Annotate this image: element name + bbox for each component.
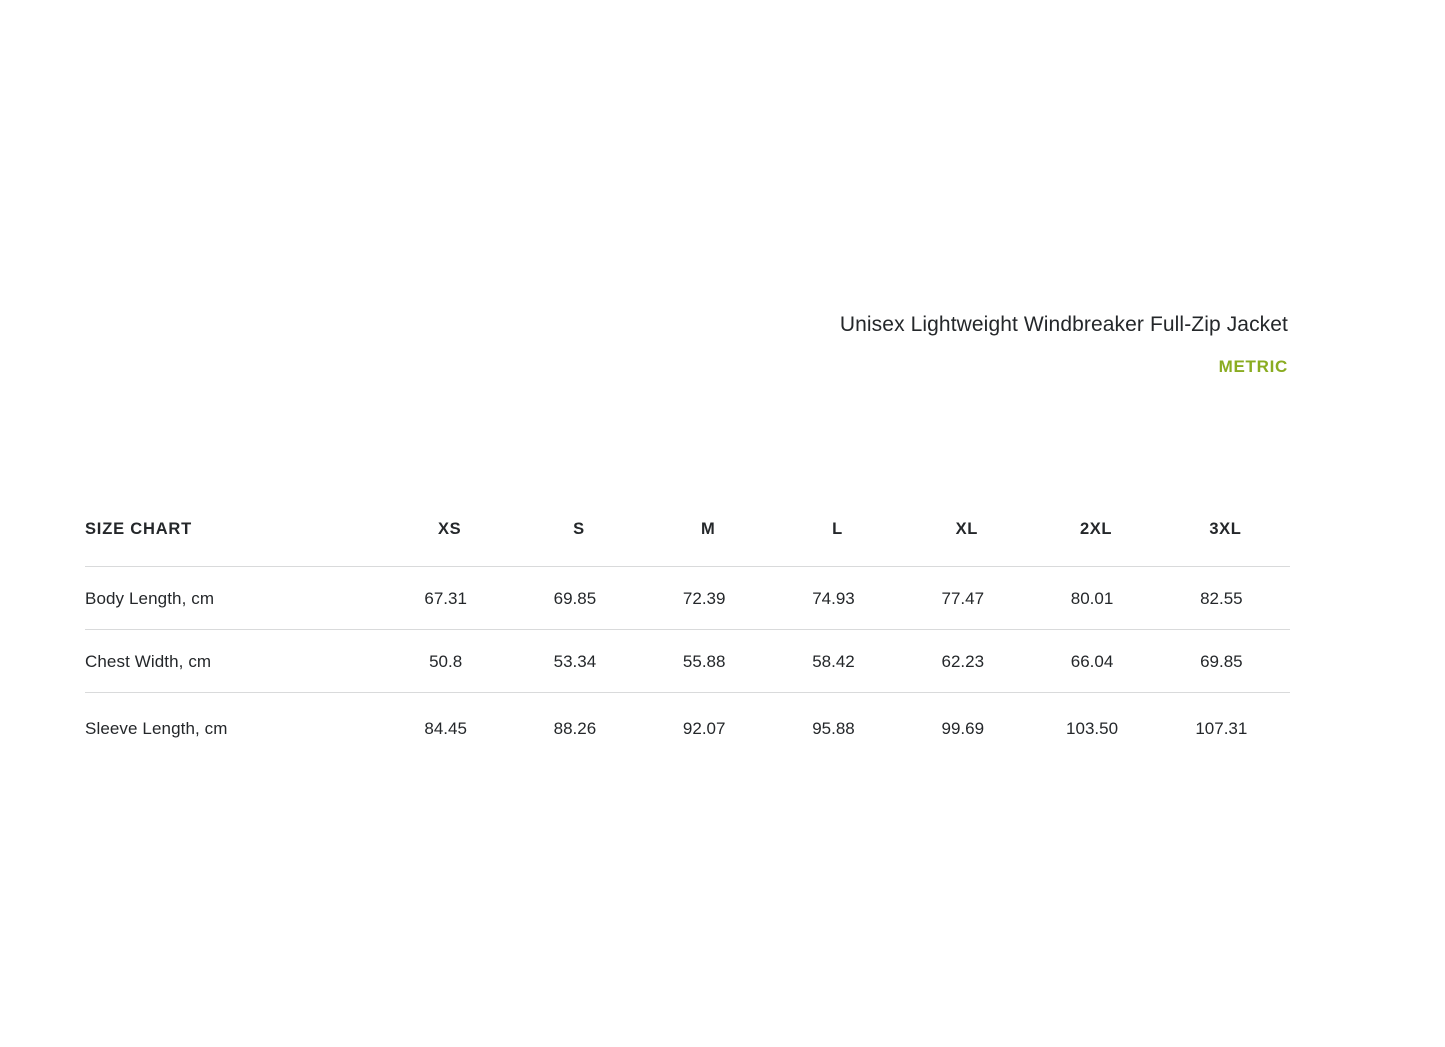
- cell-body-length-m: 72.39: [644, 567, 773, 630]
- cell-chest-width-s: 53.34: [514, 630, 643, 693]
- cell-sleeve-length-3xl: 107.31: [1161, 693, 1290, 764]
- cell-chest-width-xl: 62.23: [902, 630, 1031, 693]
- column-header-s: S: [573, 520, 585, 538]
- cell-chest-width-m: 55.88: [644, 630, 773, 693]
- cell-body-length-3xl: 82.55: [1161, 567, 1290, 630]
- cell-sleeve-length-2xl: 103.50: [1031, 693, 1160, 764]
- cell-chest-width-3xl: 69.85: [1161, 630, 1290, 693]
- row-label-body-length: Body Length, cm: [85, 567, 385, 630]
- column-header-m: M: [701, 520, 716, 538]
- cell-sleeve-length-m: 92.07: [644, 693, 773, 764]
- cell-body-length-s: 69.85: [514, 567, 643, 630]
- size-chart-table: [85, 520, 1290, 763]
- document-header: [840, 310, 1288, 377]
- cell-body-length-xs: 67.31: [385, 567, 514, 630]
- table-row: [85, 630, 1290, 693]
- table-body: [85, 567, 1290, 764]
- row-label-sleeve-length: Sleeve Length, cm: [85, 693, 385, 764]
- cell-chest-width-2xl: 66.04: [1031, 630, 1160, 693]
- row-label-chest-width: Chest Width, cm: [85, 630, 385, 693]
- table-row: [85, 567, 1290, 630]
- column-header-3xl: 3XL: [1209, 520, 1242, 538]
- cell-body-length-xl: 77.47: [902, 567, 1031, 630]
- cell-body-length-l: 74.93: [773, 567, 902, 630]
- table-header-row: [85, 520, 1290, 567]
- table-header: [85, 520, 1290, 567]
- column-header-xs: XS: [438, 520, 462, 538]
- cell-sleeve-length-l: 95.88: [773, 693, 902, 764]
- column-header-size-chart: SIZE CHART: [85, 520, 192, 538]
- cell-sleeve-length-xl: 99.69: [902, 693, 1031, 764]
- page-title: Unisex Lightweight Windbreaker Full-Zip Jacket: [839, 313, 1288, 336]
- column-header-xl: XL: [955, 520, 978, 538]
- cell-body-length-2xl: 80.01: [1031, 567, 1160, 630]
- column-header-2xl: 2XL: [1080, 520, 1113, 538]
- size-chart-table-container: [85, 520, 1290, 763]
- cell-sleeve-length-s: 88.26: [514, 693, 643, 764]
- unit-system-label: METRIC: [1218, 357, 1288, 376]
- cell-chest-width-xs: 50.8: [385, 630, 514, 693]
- table-row: [85, 693, 1290, 764]
- cell-sleeve-length-xs: 84.45: [385, 693, 514, 764]
- cell-chest-width-l: 58.42: [773, 630, 902, 693]
- column-header-l: L: [832, 520, 843, 538]
